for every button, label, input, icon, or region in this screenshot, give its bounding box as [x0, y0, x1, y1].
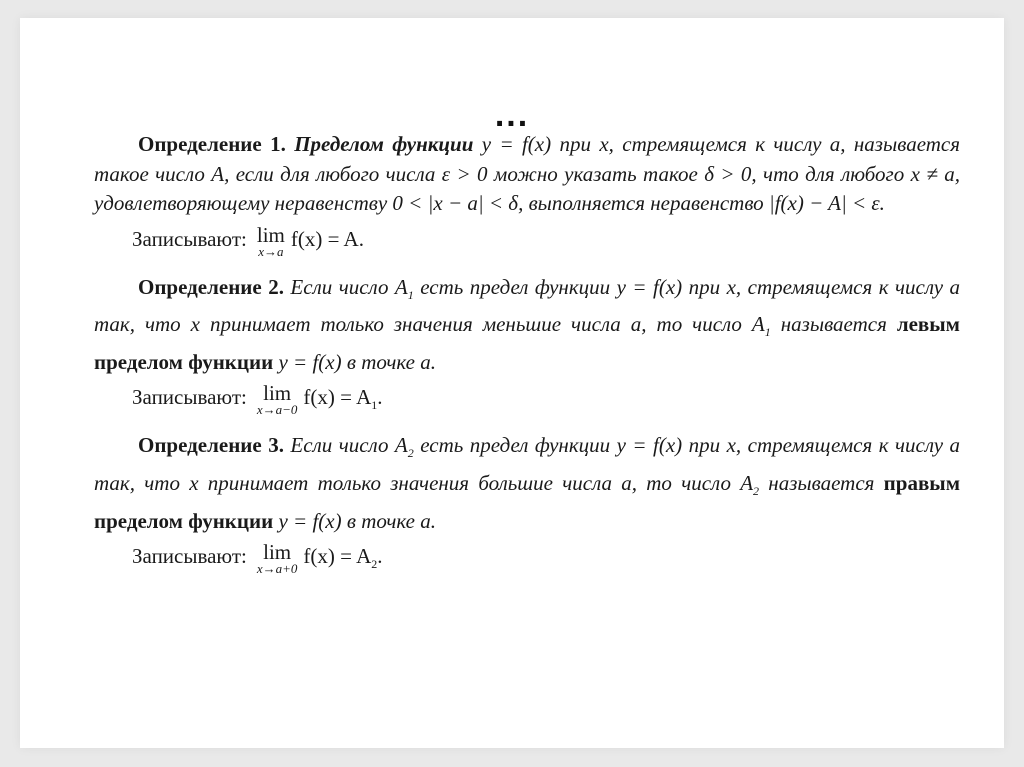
- definition-2-sub-1: 1: [407, 287, 414, 302]
- definition-1: [94, 130, 960, 219]
- lim-symbol: lim: [263, 381, 292, 406]
- notation-1-expression: f(x) = A.: [290, 226, 364, 251]
- definition-2-label: Определение 2.: [138, 274, 284, 299]
- definition-3-text-2: есть предел функции y = f(x) при x, стремящемся к числу a так, что x принимает только значения большие числа a, то число A: [94, 433, 961, 496]
- slide-title: ...: [494, 96, 530, 134]
- notation-2-expr-end: .: [377, 385, 383, 410]
- content: [94, 130, 960, 590]
- notation-2-expr-text: f(x) = A: [303, 385, 372, 410]
- definition-3-sub-1: 2: [407, 446, 414, 461]
- definition-2-text-3: называется: [770, 312, 897, 337]
- notation-3-expression: [303, 542, 382, 580]
- notation-3-label: Записывают:: [132, 544, 247, 569]
- definition-3-label: Определение 3.: [138, 433, 284, 458]
- definition-2-term: левым пределом функции: [94, 312, 960, 374]
- lim-symbol: lim: [263, 540, 292, 565]
- notation-2-limit: [257, 383, 298, 417]
- notation-1-label: Записывают:: [132, 226, 247, 251]
- notation-1-limit: [256, 222, 285, 259]
- definition-3-text-4: y = f(x) в точке a.: [273, 508, 436, 533]
- notation-3-expr-end: .: [377, 544, 383, 569]
- lim-subscript: x→a−0: [256, 402, 298, 418]
- notation-3-expr-text: f(x) = A: [303, 544, 372, 569]
- definition-3-text-1: Если число A: [283, 433, 408, 458]
- notation-3: [132, 542, 960, 584]
- definition-3-text-3: называется: [759, 471, 884, 496]
- lim-subscript: x→a+0: [256, 561, 298, 577]
- definition-2-sub-2: 1: [764, 325, 771, 340]
- definition-1-text: y = f(x) при x, стремящемся к числу a, называется такое число A, если для любого числа ε > 0 можно указать такое δ > 0, что для любого x ≠ a, удовлетворяющему неравенству 0 < |x − a| < δ, выполняется неравенство |f(x) − A| < ε.: [94, 132, 960, 215]
- definition-3-sub-2: 2: [753, 484, 760, 499]
- definition-1-label: Определение 1.: [138, 132, 286, 156]
- notation-3-expr-sub: 2: [371, 557, 378, 572]
- definition-2-text-1: Если число A: [283, 274, 408, 299]
- lim-subscript: x→a: [258, 243, 284, 259]
- definition-2: [94, 273, 960, 378]
- lim-symbol: lim: [256, 222, 285, 247]
- notation-2: [132, 383, 960, 425]
- definition-3-term: правым пределом функции: [94, 471, 960, 533]
- notation-2-expr-sub: 1: [371, 398, 378, 413]
- definition-2-text-4: y = f(x) в точке a.: [273, 349, 436, 374]
- slide: [20, 18, 1004, 748]
- definition-1-term: Пределом функции: [294, 132, 474, 156]
- definition-3: [94, 431, 960, 536]
- notation-2-expression: [303, 383, 382, 421]
- notation-2-label: Записывают:: [132, 385, 247, 410]
- notation-3-limit: [257, 542, 298, 576]
- notation-1: [132, 222, 960, 267]
- definition-2-text-2: есть предел функции y = f(x) при x, стремящемся к числу a так, что x принимает только значения меньшие числа a, то число A: [94, 274, 961, 337]
